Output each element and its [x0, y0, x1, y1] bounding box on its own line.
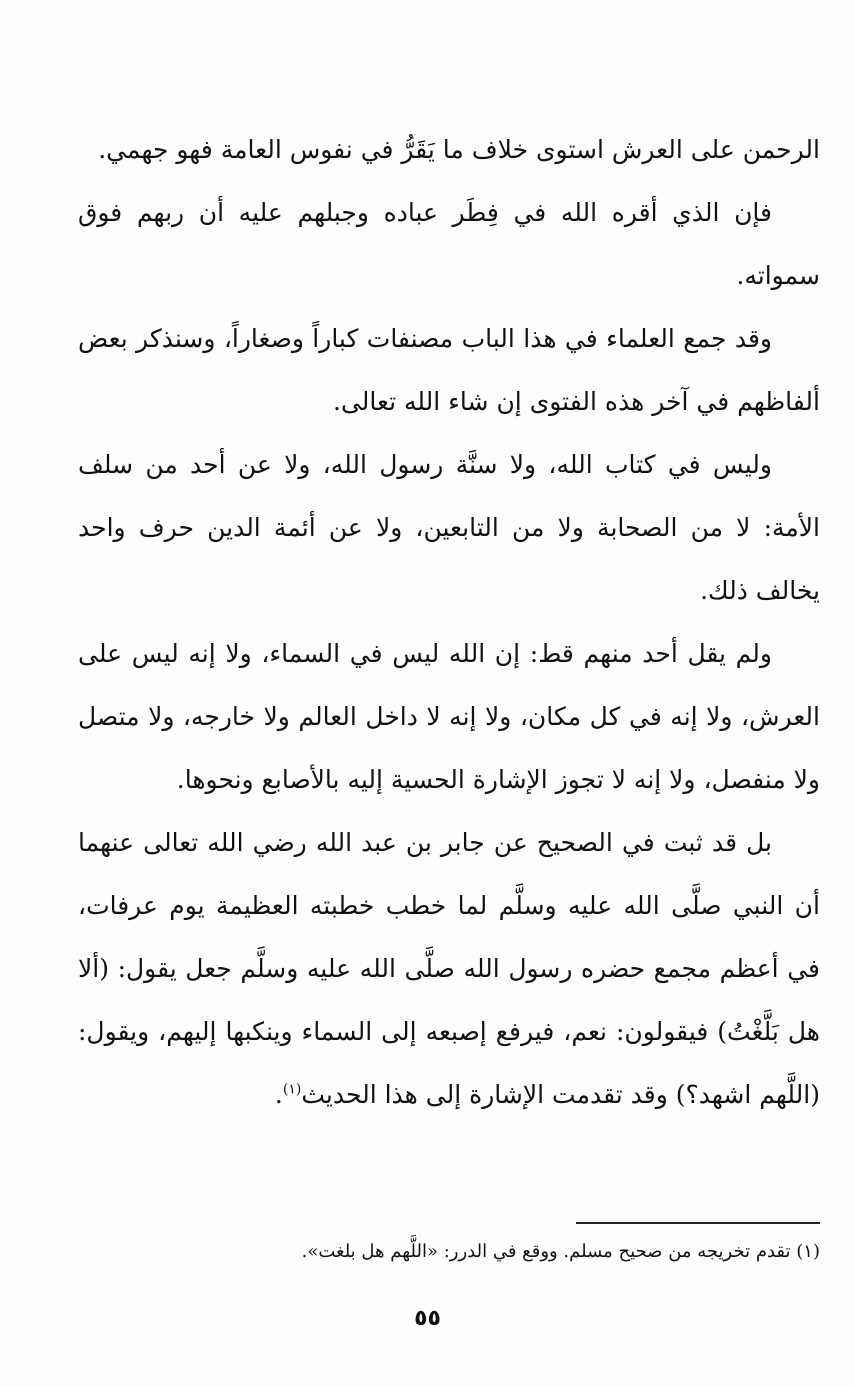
paragraph-6 [78, 811, 820, 1126]
paragraph-6-period: . [274, 1080, 283, 1109]
footnote-reference: (١) [282, 1081, 302, 1098]
footnote-divider [576, 1222, 820, 1224]
footnote-number: (١) [796, 1241, 820, 1262]
paragraph-3: وقد جمع العلماء في هذا الباب مصنفات كباراً وصغاراً، وسنذكر بعض ألفاظهم في آخر هذه الفتوى إن شاء الله تعالى. [78, 324, 820, 416]
footnote [78, 1236, 820, 1268]
paragraph-5: ولم يقل أحد منهم قط: إن الله ليس في السماء، ولا إنه ليس على العرش، ولا إنه في كل مكان، ولا إنه لا داخل العالم ولا خارجه، ولا متصل ولا منفصل، ولا إنه لا تجوز الإشارة الحسية إليه بالأصابع ونحوها. [78, 639, 820, 794]
footnote-text: تقدم تخريجه من صحيح مسلم. ووقع في الدرر: «اللَّهم هل بلغت». [301, 1241, 791, 1262]
paragraph-4: وليس في كتاب الله، ولا سنَّة رسول الله، ولا عن أحد من سلف الأمة: لا من الصحابة ولا من التابعين، ولا عن أئمة الدين حرف واحد يخالف ذلك. [78, 450, 820, 605]
body-text [78, 118, 820, 1126]
paragraph-6-text: بل قد ثبت في الصحيح عن جابر بن عبد الله رضي الله تعالى عنهما أن النبي صلَّى الله عليه وسلَّم لما خطب خطبته العظيمة يوم عرفات، في أعظم مجمع حضره رسول الله صلَّى الله عليه وسلَّم جعل يقول: (ألا هل بَلَّغْتُ) فيقولون: نعم، فيرفع إصبعه إلى السماء وينكبها إليهم، ويقول: (اللَّهم اشهد؟) وقد تقدمت الإشارة إلى هذا الحديث [78, 828, 820, 1109]
paragraph-2: فإن الذي أقره الله في فِطَر عباده وجبلهم عليه أن ربهم فوق سمواته. [78, 198, 820, 290]
page-number: ٥٥ [414, 1306, 441, 1331]
paragraph-1: الرحمن على العرش استوى خلاف ما يَقَرُّ في نفوس العامة فهو جهمي. [98, 135, 820, 164]
